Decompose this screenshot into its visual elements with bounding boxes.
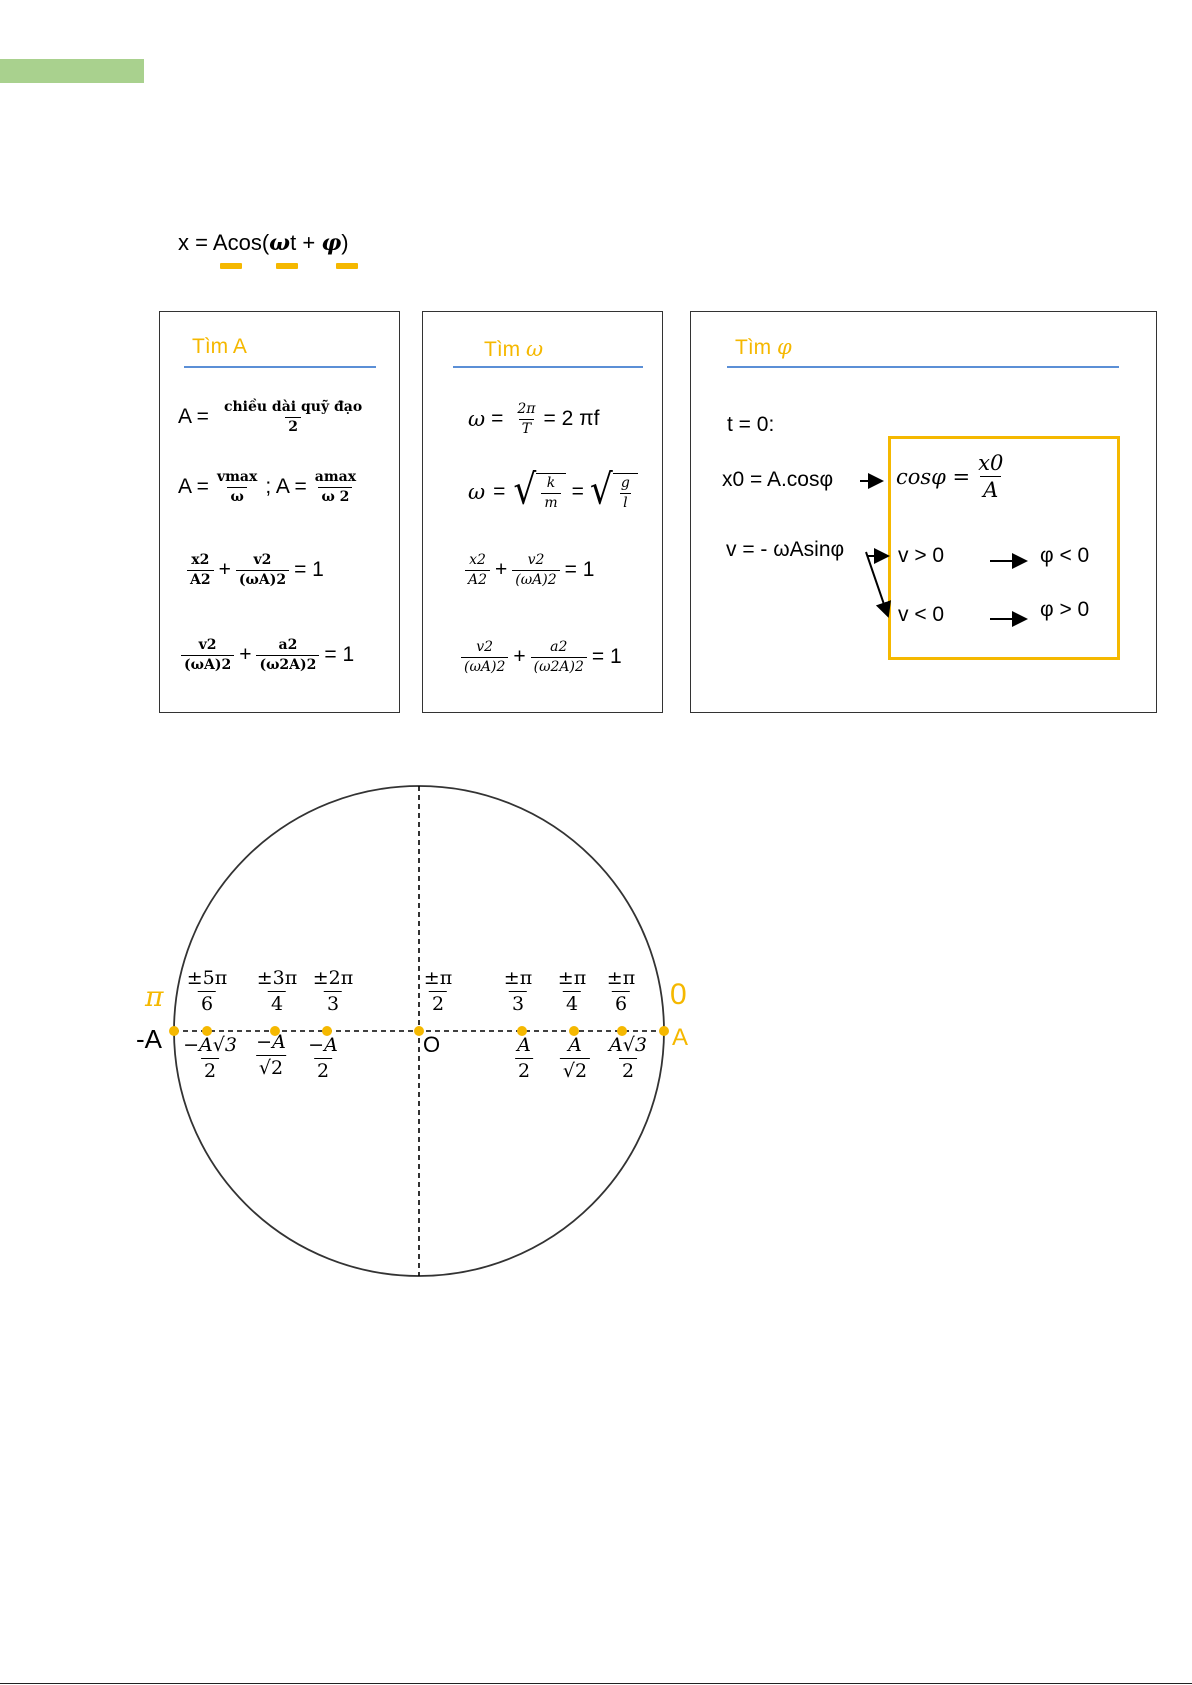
position-label: A√3 2: [609, 1034, 647, 1082]
angle-label: ±π 3: [503, 967, 533, 1015]
negative-phi: φ < 0: [1040, 544, 1090, 567]
formula-omega-xv: x2 A2 + $\frac{v2}{(\omega A)2}$ = 1: [460, 553, 594, 587]
velocity-equation: v = - ωAsinφ: [726, 538, 845, 561]
positive-velocity: v > 0: [898, 544, 945, 567]
formula-omega-va: v2 (ωA)2 + $\frac{a2}{(\omega 2A)2}$ = 1: [456, 640, 622, 674]
position-label: −A√3 2: [183, 1034, 237, 1082]
card-title-find-phi: Tìm φ: [735, 335, 792, 359]
angle-label: ±2π 3: [312, 967, 354, 1015]
angle-label: ±π 4: [557, 967, 587, 1015]
position-points: [169, 1026, 669, 1036]
angle-label: ±π 2: [423, 967, 453, 1015]
position-label: −A √2: [256, 1031, 286, 1079]
position-label: −A 2: [308, 1034, 338, 1082]
negative-velocity: v < 0: [898, 603, 945, 626]
position-label: A 2: [514, 1035, 534, 1082]
angle-label: ±3π 4: [256, 967, 298, 1015]
zero-label: 0: [670, 978, 687, 1011]
formula-A-trajectory: A = chiều dài quỹ đạo 2: [178, 399, 363, 435]
x0-equation: x0 = A.cosφ: [722, 468, 834, 491]
main-equation: x = Acos(ωt + φ): [178, 230, 349, 256]
formula-A-xv: x2 A2 + $\frac{v2}{(\omega A)2}$ = 1: [182, 553, 324, 587]
t-zero-label: t = 0:: [727, 413, 775, 436]
A-label: A: [672, 1024, 689, 1051]
angle-label: ±5π 6: [186, 967, 228, 1015]
minus-A-label: -A: [136, 1024, 162, 1054]
point-A: [659, 1026, 669, 1036]
formula-A-va: v2 (ωA)2 + $\frac{a2}{(\omega 2A)2}$ = 1: [176, 638, 354, 672]
cos-phi-formula: cosφ = $\frac{x0}{A}$: [896, 451, 1004, 503]
card-title-find-omega: Tìm ω: [484, 337, 544, 361]
arrow-icon: [866, 552, 888, 616]
origin-label: O: [423, 1032, 441, 1057]
formula-A-vmax-amax: A = vmax ω ; A = amax ω 2: [178, 469, 357, 505]
formula-omega-period: ω = $\frac{2\pi}{T}$ = 2 πf: [468, 401, 600, 437]
footer-rule: [0, 1683, 1192, 1684]
positive-phi: φ > 0: [1040, 598, 1090, 621]
pi-label: π: [145, 980, 164, 1013]
formula-omega-spring-pendulum: ω = √ $\frac{k}{m}$ = √ $\frac{g}{l}$: [468, 473, 638, 510]
card-title-find-A: Tìm A: [192, 335, 247, 358]
position-label: A √2: [560, 1035, 590, 1082]
point-minus-A: [169, 1026, 179, 1036]
angle-label: ±π 6: [606, 967, 636, 1015]
